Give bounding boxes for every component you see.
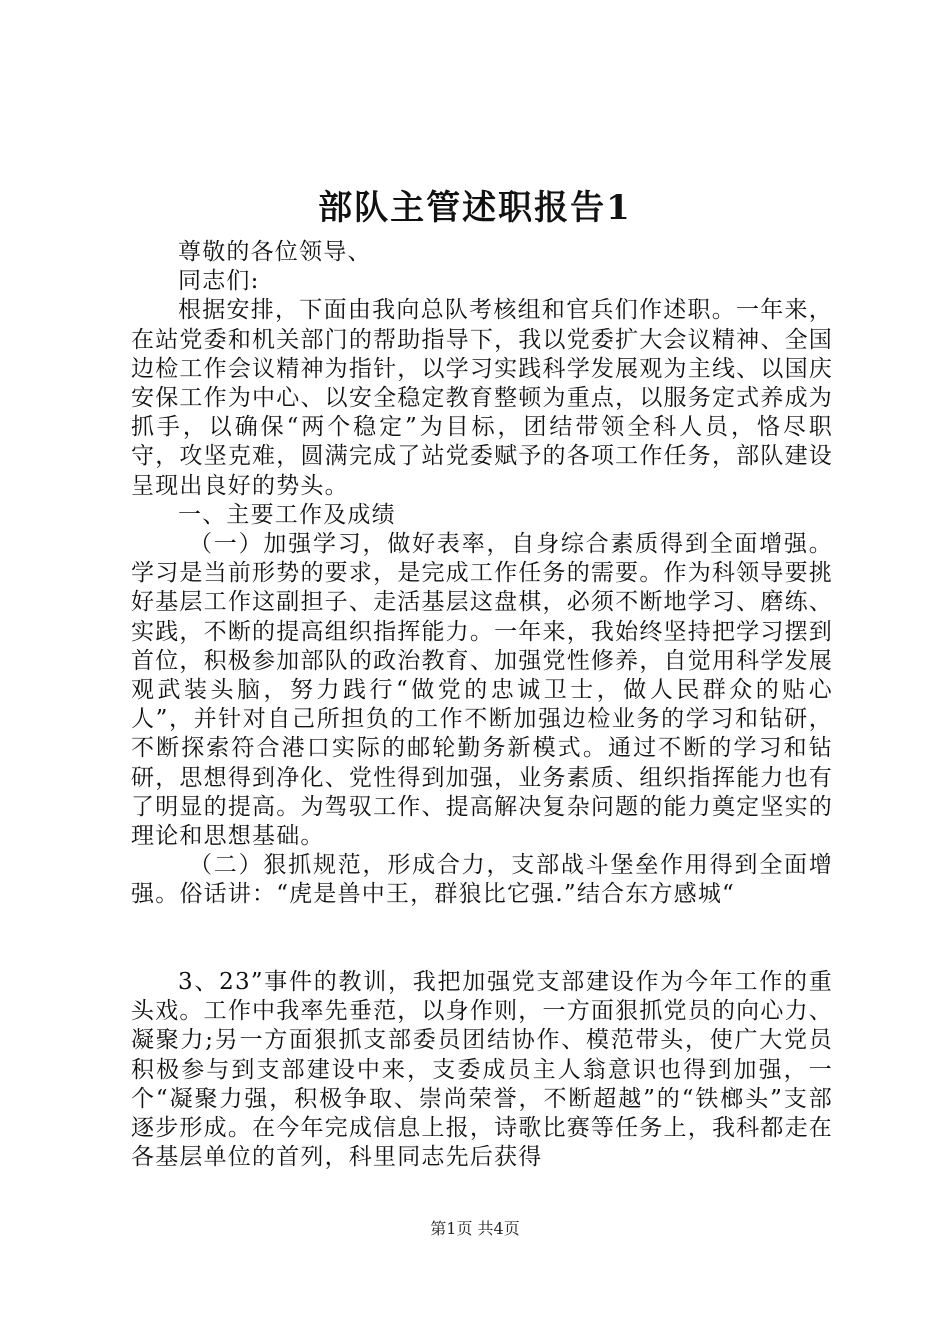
subsection-2-paragraph: （二）狠抓规范，形成合力，支部战斗堡垒作用得到全面增强。俗话讲：“虎是兽中王，群狼比它强.”结合东方感城“ <box>131 852 833 908</box>
continuation-paragraph: 3、23”事件的教训，我把加强党支部建设作为今年工作的重头戏。工作中我率先垂范，以身作则，一方面狠抓党员的向心力、凝聚力;另一方面狠抓支部委员团结协作、模范带头，使广大党员积极参与到支部建设中来，支委成员主人翁意识也得到加强，一个“凝聚力强，积极争取、崇尚荣誉，不断超越”的“铁榔头”支部逐步形成。在今年完成信息上报，诗歌比赛等任务上，我科都走在各基层单位的首列，科里同志先后获得 <box>131 969 833 1171</box>
page-number-footer: 第1页 共4页 <box>430 1219 520 1238</box>
document-body-top <box>131 238 833 910</box>
document-body-bottom <box>131 968 833 1172</box>
salutation-line-1: 尊敬的各位领导、 <box>178 239 372 265</box>
salutation-line-2: 同志们: <box>178 268 260 295</box>
subsection-1-paragraph: （一）加强学习，做好表率，自身综合素质得到全面增强。学习是当前形势的要求，是完成工作任务的需要。作为科领导要挑好基层工作这副担子、走活基层这盘棋，必须不断地学习、磨练、实践，不断的提高组织指挥能力。一年来，我始终坚持把学习摆到首位，积极参加部队的政治教育、加强党性修养，自觉用科学发展观武装头脑，努力践行“做党的忠诚卫士，做人民群众的贴心人”，并针对自己所担负的工作不断加强边检业务的学习和钻研，不断探索符合港口实际的邮轮勤务新模式。通过不断的学习和钻研，思想得到净化、党性得到加强，业务素质、组织指挥能力也有了明显的提高。为驾驭工作、提高解决复杂问题的能力奠定坚实的理论和思想基础。 <box>131 531 833 850</box>
document-title: 部队主管述职报告1 <box>318 188 632 228</box>
section-heading: 一、主要工作及成绩 <box>178 501 396 528</box>
intro-paragraph: 根据安排，下面由我向总队考核组和官兵们作述职。一年来，在站党委和机关部门的帮助指导下，我以党委扩大会议精神、全国边检工作会议精神为指针，以学习实践科学发展观为主线、以国庆安保工作为中心、以安全稳定教育整顿为重点，以服务定式养成为抓手，以确保“两个稳定”为目标，团结带领全科人员，恪尽职守，攻坚克难，圆满完成了站党委赋予的各项工作任务，部队建设呈现出良好的势头。 <box>131 297 833 499</box>
